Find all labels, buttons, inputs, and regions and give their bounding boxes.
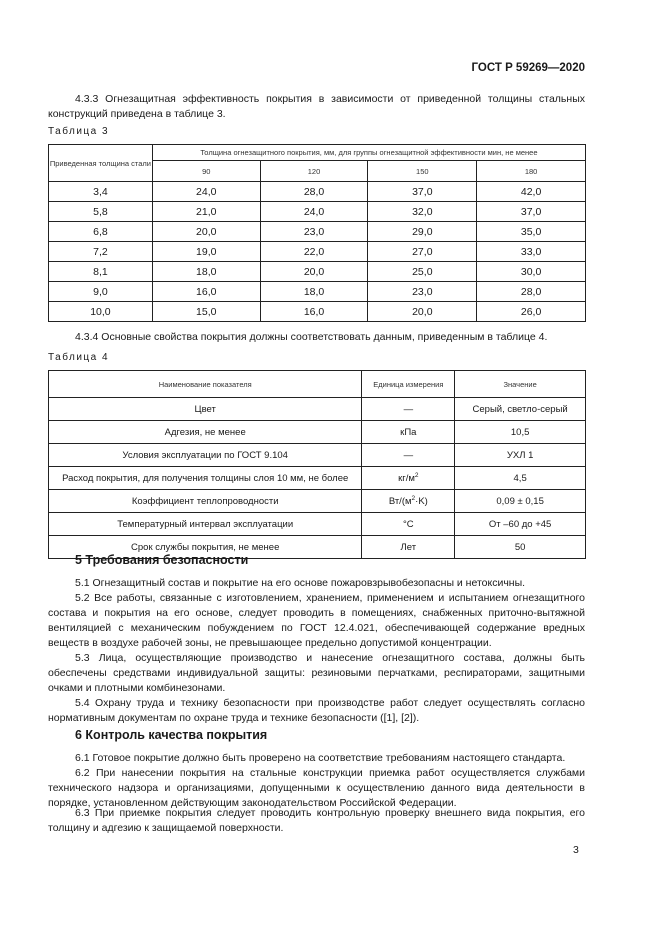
table-row — [49, 282, 586, 302]
table-cell: 42,0 — [477, 182, 586, 202]
table-4 — [48, 370, 586, 559]
table4-label: Таблица 4 — [48, 352, 110, 363]
table-cell: 20,0 — [152, 222, 260, 242]
table-cell: 29,0 — [368, 222, 477, 242]
table-cell: 33,0 — [477, 242, 586, 262]
table-cell: 8,1 — [49, 262, 153, 282]
unit-superscript: 2 — [411, 494, 416, 502]
table-cell: 23,0 — [368, 282, 477, 302]
table-row — [49, 222, 586, 242]
table-row — [49, 182, 586, 202]
table-cell-unit — [362, 467, 455, 490]
table-row — [49, 398, 586, 421]
table-row — [49, 444, 586, 467]
table-cell: 3,4 — [49, 182, 153, 202]
table-cell: 4,5 — [455, 467, 586, 490]
table-cell: Расход покрытия, для получения толщины слоя 10 мм, не более — [49, 467, 362, 490]
section5-title: 5 Требования безопасности — [75, 553, 249, 567]
table-cell: УХЛ 1 — [455, 444, 586, 467]
table-cell: От –60 до +45 — [455, 513, 586, 536]
table-cell: 16,0 — [260, 302, 368, 322]
paragraph-5-2: 5.2 Все работы, связанные с изготовлением, хранением, применением и испытанием огнезащитного состава и покрытия на его основе, следует проводить в помещениях, снабженных приточно-вытяжной вентиляцией с механическим побуждением по ГОСТ 12.4.021, обеспечивающей содержание вредных веществ в воздухе рабочей зоны, не превышающее предельно допустимой концентрации. — [48, 592, 585, 649]
table-cell: 9,0 — [49, 282, 153, 302]
table-cell: Лет — [362, 536, 455, 559]
table-cell: 28,0 — [477, 282, 586, 302]
table-cell: Коэффициент теплопроводности — [49, 490, 362, 513]
table-cell: 37,0 — [477, 202, 586, 222]
table-cell: 5,8 — [49, 202, 153, 222]
table-row — [49, 490, 586, 513]
unit-superscript: 2 — [414, 471, 419, 479]
paragraph-5-1: 5.1 Огнезащитный состав и покрытие на его основе пожаровзрывобезопасны и нетоксичны. — [75, 577, 526, 589]
paragraph-5-4: 5.4 Охрану труда и технику безопасности при производстве работ следует осуществлять согласно нормативным документам по охране труда и технике безопасности ([1], [2]). — [48, 697, 585, 724]
table-row — [49, 302, 586, 322]
table-cell: 10,0 — [49, 302, 153, 322]
table-cell: Цвет — [49, 398, 362, 421]
table-cell: 20,0 — [260, 262, 368, 282]
table-cell: 37,0 — [368, 182, 477, 202]
paragraph-6-3: 6.3 При приемке покрытия следует проводить контрольную проверку внешнего вида покрытия, его толщину и адгезию к защищаемой поверхности. — [48, 807, 585, 834]
table-cell-unit — [362, 490, 455, 513]
table-cell: 15,0 — [152, 302, 260, 322]
table3-header-thickness: Приведенная толщина стали — [49, 145, 153, 182]
table-cell: 27,0 — [368, 242, 477, 262]
table-row — [49, 262, 586, 282]
table-cell: 6,8 — [49, 222, 153, 242]
section6-title: 6 Контроль качества покрытия — [75, 728, 268, 742]
paragraph-5-3: 5.3 Лица, осуществляющие производство и нанесение огнезащитного состава, должны быть обеспечены средствами индивидуальной защиты: резиновыми перчатками, респираторами, защитными очками и плотными комбинезонами. — [48, 652, 585, 694]
table-cell: — — [362, 398, 455, 421]
table-cell: 26,0 — [477, 302, 586, 322]
table-cell: 30,0 — [477, 262, 586, 282]
table-row — [49, 513, 586, 536]
page-number: 3 — [573, 844, 579, 856]
table-row — [49, 242, 586, 262]
document-header-id: ГОСТ Р 59269—2020 — [471, 62, 585, 74]
table3-group-180: 180 — [477, 161, 586, 182]
table-cell: 18,0 — [260, 282, 368, 302]
table3-label: Таблица 3 — [48, 126, 110, 137]
paragraph-6-2: 6.2 При нанесении покрытия на стальные конструкции приемка работ осуществляется службами технического надзора и организациями, допущенными к осуществлению данного вида деятельности в порядке, установленном действующим законодательством Российской Федерации. — [48, 767, 585, 809]
paragraph-6-1: 6.1 Готовое покрытие должно быть проверено на соответствие требованиям настоящего стандарта. — [75, 752, 566, 764]
table-cell: 19,0 — [152, 242, 260, 262]
table-cell: Серый, светло-серый — [455, 398, 586, 421]
table-cell: °C — [362, 513, 455, 536]
table-cell: 35,0 — [477, 222, 586, 242]
table-cell: Условия эксплуатации по ГОСТ 9.104 — [49, 444, 362, 467]
table-cell: 28,0 — [260, 182, 368, 202]
paragraph-4-3-3: 4.3.3 Огнезащитная эффективность покрытия в зависимости от приведенной толщины стальных конструкций приведена в таблице 3. — [48, 93, 585, 120]
table-cell: 7,2 — [49, 242, 153, 262]
table3-group-120: 120 — [260, 161, 368, 182]
table-cell: Температурный интервал эксплуатации — [49, 513, 362, 536]
table-3 — [48, 144, 586, 322]
table4-header-unit: Единица измерения — [362, 371, 455, 398]
table-cell: Адгезия, не менее — [49, 421, 362, 444]
table-cell: 0,09 ± 0,15 — [455, 490, 586, 513]
unit-suffix: ·K) — [415, 496, 428, 508]
table-cell: 22,0 — [260, 242, 368, 262]
table-cell: 23,0 — [260, 222, 368, 242]
table-cell: 32,0 — [368, 202, 477, 222]
table3-group-150: 150 — [368, 161, 477, 182]
table4-header-value: Значение — [455, 371, 586, 398]
table-cell: 24,0 — [152, 182, 260, 202]
table-row — [49, 467, 586, 490]
table-cell: 18,0 — [152, 262, 260, 282]
table-cell: 16,0 — [152, 282, 260, 302]
table3-header-group: Толщина огнезащитного покрытия, мм, для группы огнезащитной эффективности мин, не менее — [152, 145, 585, 161]
table-cell: 24,0 — [260, 202, 368, 222]
table-cell: 10,5 — [455, 421, 586, 444]
unit-text: кг/м — [398, 473, 415, 485]
table-cell: 21,0 — [152, 202, 260, 222]
table-cell: 25,0 — [368, 262, 477, 282]
table-cell: кПа — [362, 421, 455, 444]
table3-group-90: 90 — [152, 161, 260, 182]
table4-header-name: Наименование показателя — [49, 371, 362, 398]
table-cell: — — [362, 444, 455, 467]
unit-text: Вт/(м — [388, 496, 412, 508]
table-cell: 50 — [455, 536, 586, 559]
paragraph-4-3-4: 4.3.4 Основные свойства покрытия должны соответствовать данным, приведенным в таблице 4. — [75, 331, 548, 343]
table-row — [49, 421, 586, 444]
table-cell: Срок службы покрытия, не менее — [49, 536, 362, 559]
table-cell: 20,0 — [368, 302, 477, 322]
table-row — [49, 202, 586, 222]
